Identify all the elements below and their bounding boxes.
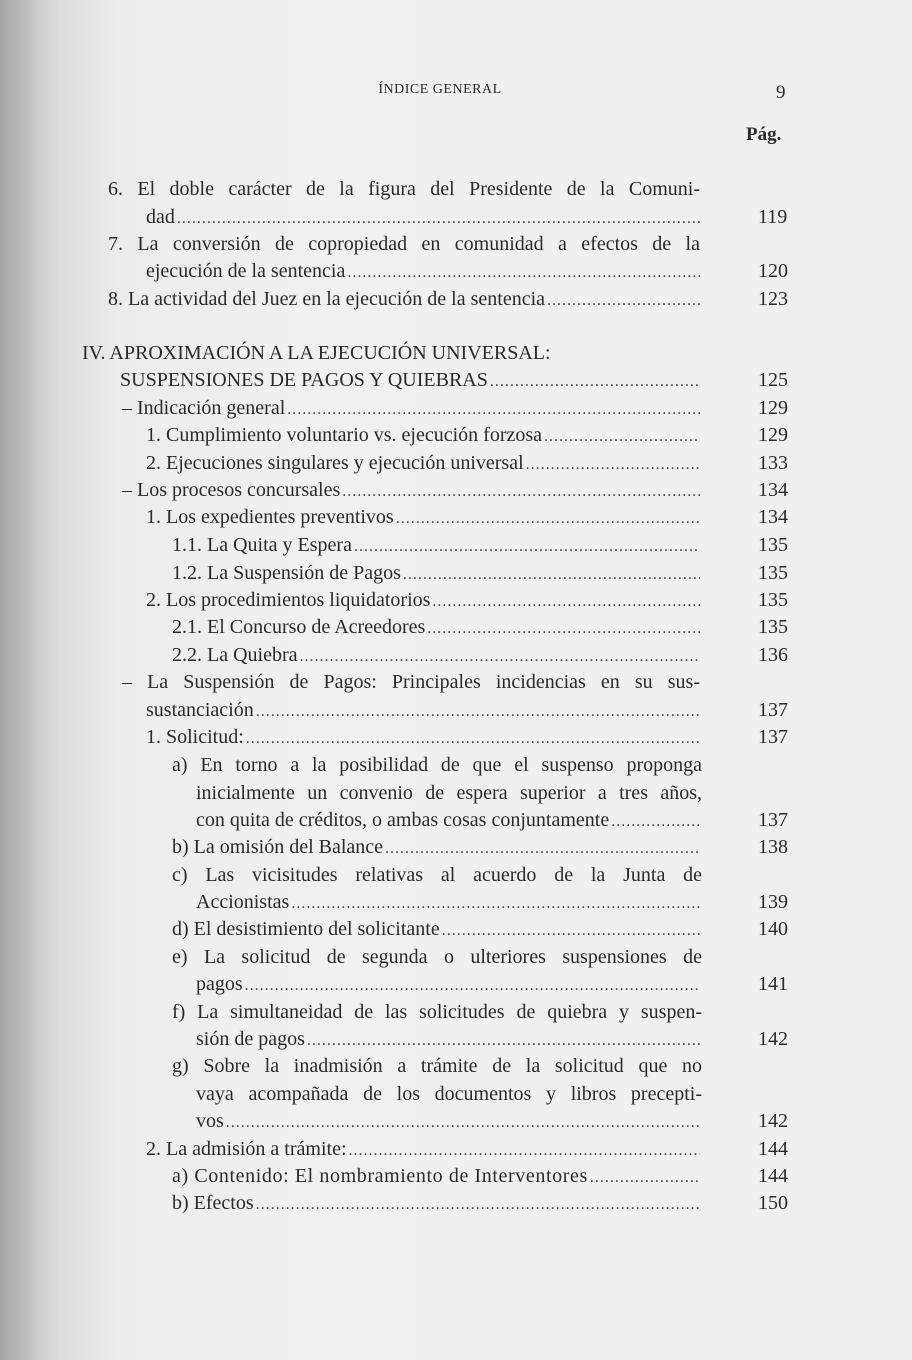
toc-entry-line: 6. El doble carácter de la figura del Presidente de la Comuni- bbox=[108, 178, 700, 200]
toc-entry: – Los procesos concursales ..... bbox=[122, 477, 700, 503]
toc-entry: a) Contenido: El nombramiento de Interventores ..... bbox=[172, 1163, 700, 1189]
toc-page-number: 137 bbox=[758, 809, 788, 831]
toc-entry-line: inicialmente un convenio de espera superior a tres años, bbox=[196, 782, 702, 804]
toc-entry: vos ..... bbox=[196, 1108, 700, 1134]
toc-section-heading: IV. APROXIMACIÓN A LA EJECUCIÓN UNIVERSAL: bbox=[82, 342, 551, 364]
toc-entry-line: 7. La conversión de copropiedad en comunidad a efectos de la bbox=[108, 233, 700, 255]
toc-page-number: 134 bbox=[758, 479, 788, 501]
toc-page-number: 119 bbox=[758, 206, 788, 228]
toc-page-number: 140 bbox=[758, 918, 788, 940]
toc-entry: 8. La actividad del Juez en la ejecución de la sentencia ..... bbox=[108, 286, 700, 312]
toc-page-number: 144 bbox=[758, 1165, 788, 1187]
toc-page-number: 129 bbox=[758, 424, 788, 446]
toc-entry: sión de pagos ..... bbox=[196, 1026, 700, 1052]
toc-entry: 2. Ejecuciones singulares y ejecución universal ..... bbox=[146, 450, 700, 476]
toc-page-number: 134 bbox=[758, 506, 788, 528]
toc-entry-line: g) Sobre la inadmisión a trámite de la solicitud que no bbox=[172, 1055, 702, 1077]
toc-entry: b) La omisión del Balance ..... bbox=[172, 834, 700, 860]
toc-entry: 1.1. La Quita y Espera ..... bbox=[172, 532, 700, 558]
toc-page-number: 139 bbox=[758, 891, 788, 913]
toc-page-number: 129 bbox=[758, 397, 788, 419]
page-number: 9 bbox=[776, 82, 786, 103]
toc-page-number: 120 bbox=[758, 260, 788, 282]
toc-page-number: 135 bbox=[758, 616, 788, 638]
toc-entry: b) Efectos ..... bbox=[172, 1190, 700, 1216]
toc-page-number: 137 bbox=[758, 726, 788, 748]
toc-entry: Accionistas ..... bbox=[196, 889, 700, 915]
toc-entry-line: – La Suspensión de Pagos: Principales incidencias en su sus- bbox=[122, 671, 700, 693]
toc-entry: dad ..... bbox=[146, 204, 700, 230]
toc-page-number: 123 bbox=[758, 288, 788, 310]
toc-page-number: 137 bbox=[758, 699, 788, 721]
binding-shadow bbox=[0, 0, 60, 1360]
toc-entry: 1. Los expedientes preventivos ..... bbox=[146, 504, 700, 530]
toc-page-number: 144 bbox=[758, 1138, 788, 1160]
toc-page-number: 136 bbox=[758, 644, 788, 666]
toc-entry: 1. Solicitud: ..... bbox=[146, 724, 700, 750]
toc-entry-line: e) La solicitud de segunda o ulteriores suspensiones de bbox=[172, 946, 702, 968]
toc-entry: sustanciación ..... bbox=[146, 697, 700, 723]
page-column-label: Pág. bbox=[746, 124, 782, 145]
toc-entry: 2. Los procedimientos liquidatorios ..... bbox=[146, 587, 700, 613]
toc-entry-line: c) Las vicisitudes relativas al acuerdo de la Junta de bbox=[172, 864, 702, 886]
toc-page-number: 133 bbox=[758, 452, 788, 474]
toc-entry: 2.2. La Quiebra ..... bbox=[172, 642, 700, 668]
toc-page-number: 138 bbox=[758, 836, 788, 858]
toc-entry: pagos ..... bbox=[196, 971, 700, 997]
toc-entry: 1.2. La Suspensión de Pagos ..... bbox=[172, 560, 700, 586]
toc-page-number: 125 bbox=[758, 369, 788, 391]
toc-page-number: 141 bbox=[758, 973, 788, 995]
toc-page-number: 142 bbox=[758, 1110, 788, 1132]
toc-entry: SUSPENSIONES DE PAGOS Y QUIEBRAS ..... bbox=[120, 367, 700, 393]
toc-entry-line: f) La simultaneidad de las solicitudes de quiebra y suspen- bbox=[172, 1001, 702, 1023]
toc-page-number: 135 bbox=[758, 562, 788, 584]
toc-entry: con quita de créditos, o ambas cosas conjuntamente ..... bbox=[196, 807, 700, 833]
running-title: ÍNDICE GENERAL bbox=[378, 82, 502, 97]
toc-page-number: 150 bbox=[758, 1192, 788, 1214]
toc-entry: d) El desistimiento del solicitante ..... bbox=[172, 916, 700, 942]
toc-page-number: 135 bbox=[758, 589, 788, 611]
toc-entry: ejecución de la sentencia ..... bbox=[146, 258, 700, 284]
toc-entry: 2. La admisión a trámite: ..... bbox=[146, 1136, 700, 1162]
toc-entry: – Indicación general ..... bbox=[122, 395, 700, 421]
toc-page-number: 142 bbox=[758, 1028, 788, 1050]
toc-entry: 1. Cumplimiento voluntario vs. ejecución forzosa ..... bbox=[146, 422, 700, 448]
toc-entry-line: vaya acompañada de los documentos y libros precepti- bbox=[196, 1083, 702, 1105]
toc-entry: 2.1. El Concurso de Acreedores ..... bbox=[172, 614, 700, 640]
toc-entry-line: a) En torno a la posibilidad de que el suspenso proponga bbox=[172, 754, 702, 776]
toc-page-number: 135 bbox=[758, 534, 788, 556]
